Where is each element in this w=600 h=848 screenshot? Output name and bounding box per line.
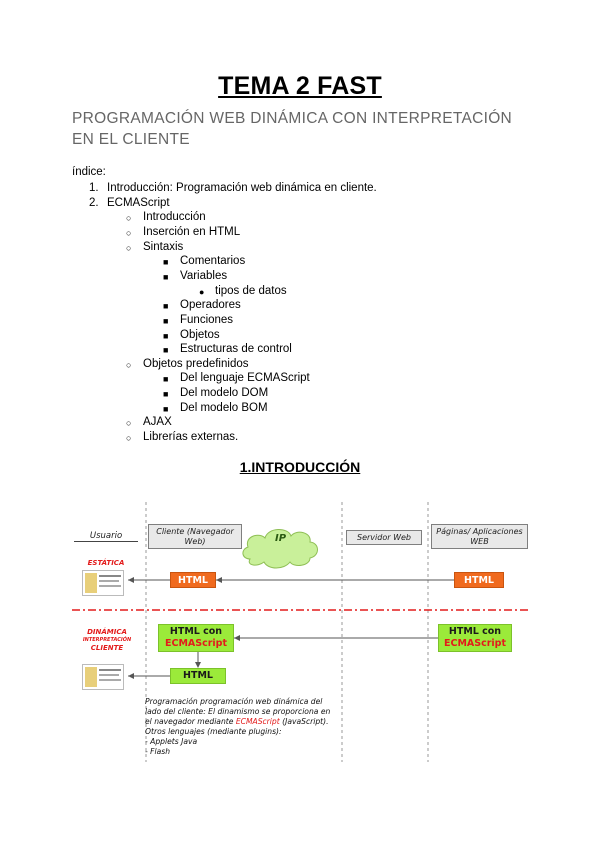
toc-marker: ○ [126, 360, 132, 370]
caption-text: el navegador mediante [145, 717, 236, 726]
html-ecmascript-box-server [438, 624, 512, 652]
document-title: TEMA 2 FAST [218, 72, 382, 100]
paginas-box: Páginas/ Aplicaciones WEB [431, 524, 528, 549]
toc-item: Sintaxis [143, 241, 184, 253]
toc-marker: ○ [126, 228, 132, 238]
arrow-head-icon [234, 635, 240, 641]
toc-marker: ● [199, 287, 205, 297]
dinamica-label [72, 628, 142, 653]
toc-item: tipos de datos [215, 285, 287, 297]
document-subtitle: PROGRAMACIÓN WEB DINÁMICA CON INTERPRETACIÓN EN EL CLIENTE [72, 110, 513, 148]
cliente-text: CLIENTE [90, 644, 124, 652]
toc-marker: ■ [163, 301, 169, 311]
html-box-client: HTML [170, 572, 216, 588]
usuario-label: Usuario [74, 531, 138, 542]
toc-item: Estructuras de control [180, 343, 292, 355]
toc-marker: ■ [163, 257, 169, 267]
toc-item: Comentarios [180, 255, 246, 267]
ecmascript-text: ECMAScript [164, 638, 228, 649]
toc-item: Inserción en HTML [143, 226, 241, 238]
toc-item: Del lenguaje ECMAScript [180, 372, 310, 384]
dinamica-text: DINÁMICA [87, 628, 127, 636]
section-heading: 1.INTRODUCCIÓN [239, 459, 361, 475]
toc-marker: ○ [126, 433, 132, 443]
caption-line: lado del cliente: El dinamismo se proporciona en [145, 707, 331, 716]
ip-label: IP [275, 533, 287, 544]
toc-item: Funciones [180, 314, 234, 326]
estatica-label: ESTÁTICA [87, 559, 125, 567]
toc-marker: ■ [163, 389, 169, 399]
caption-ecmascript: ECMAScript [235, 717, 280, 726]
toc-marker: 2. [89, 197, 99, 209]
toc-item: Del modelo BOM [180, 402, 268, 414]
toc-item: Variables [180, 270, 228, 282]
arrow-head-icon [216, 577, 222, 583]
toc-marker: ■ [163, 316, 169, 326]
toc-item: ECMAScript [107, 197, 170, 209]
servidor-box: Servidor Web [346, 530, 422, 545]
cliente-box: Cliente (Navegador Web) [148, 524, 242, 549]
toc-marker: ■ [163, 404, 169, 414]
toc-marker: ■ [163, 331, 169, 341]
toc-marker: ■ [163, 374, 169, 384]
interpretacion-text: INTERPRETACIÓN [82, 637, 132, 643]
html-ecmascript-box-client [158, 624, 234, 652]
html-box-server: HTML [454, 572, 504, 588]
toc-item: Librerías externas. [143, 431, 239, 443]
toc-item: Objetos [180, 329, 220, 341]
webpage-thumbnail-icon [82, 570, 124, 596]
toc-item: Introducción: Programación web dinámica en cliente. [107, 182, 377, 194]
toc-marker: ○ [126, 243, 132, 253]
html-con-text: HTML con [169, 626, 223, 637]
index-label: índice: [72, 166, 106, 178]
html-box-dynamic: HTML [170, 668, 226, 684]
client-dynamic-diagram [72, 500, 530, 762]
toc-marker: ■ [163, 272, 169, 282]
arrow-head-icon [128, 577, 134, 583]
caption-line: - Applets Java [145, 737, 198, 746]
caption-line: Programación programación web dinámica del [145, 697, 323, 706]
toc-item: AJAX [143, 416, 172, 428]
toc-marker: ○ [126, 213, 132, 223]
toc-marker: ■ [163, 345, 169, 355]
webpage-thumbnail-icon [82, 664, 124, 690]
toc-item: Objetos predefinidos [143, 358, 249, 370]
toc-marker: 1. [89, 182, 99, 194]
html-con-text: HTML con [448, 626, 502, 637]
ecmascript-text: ECMAScript [443, 638, 507, 649]
caption-line: - Flash [145, 747, 171, 756]
toc-item: Operadores [180, 299, 241, 311]
diagram-caption [145, 697, 351, 757]
caption-line: Otros lenguajes (mediante plugins): [145, 727, 282, 736]
arrow-head-icon [128, 673, 134, 679]
toc-item: Introducción [143, 211, 206, 223]
caption-line [145, 717, 351, 727]
toc-item: Del modelo DOM [180, 387, 269, 399]
toc-marker: ○ [126, 418, 132, 428]
caption-text: (JavaScript). [279, 717, 329, 726]
